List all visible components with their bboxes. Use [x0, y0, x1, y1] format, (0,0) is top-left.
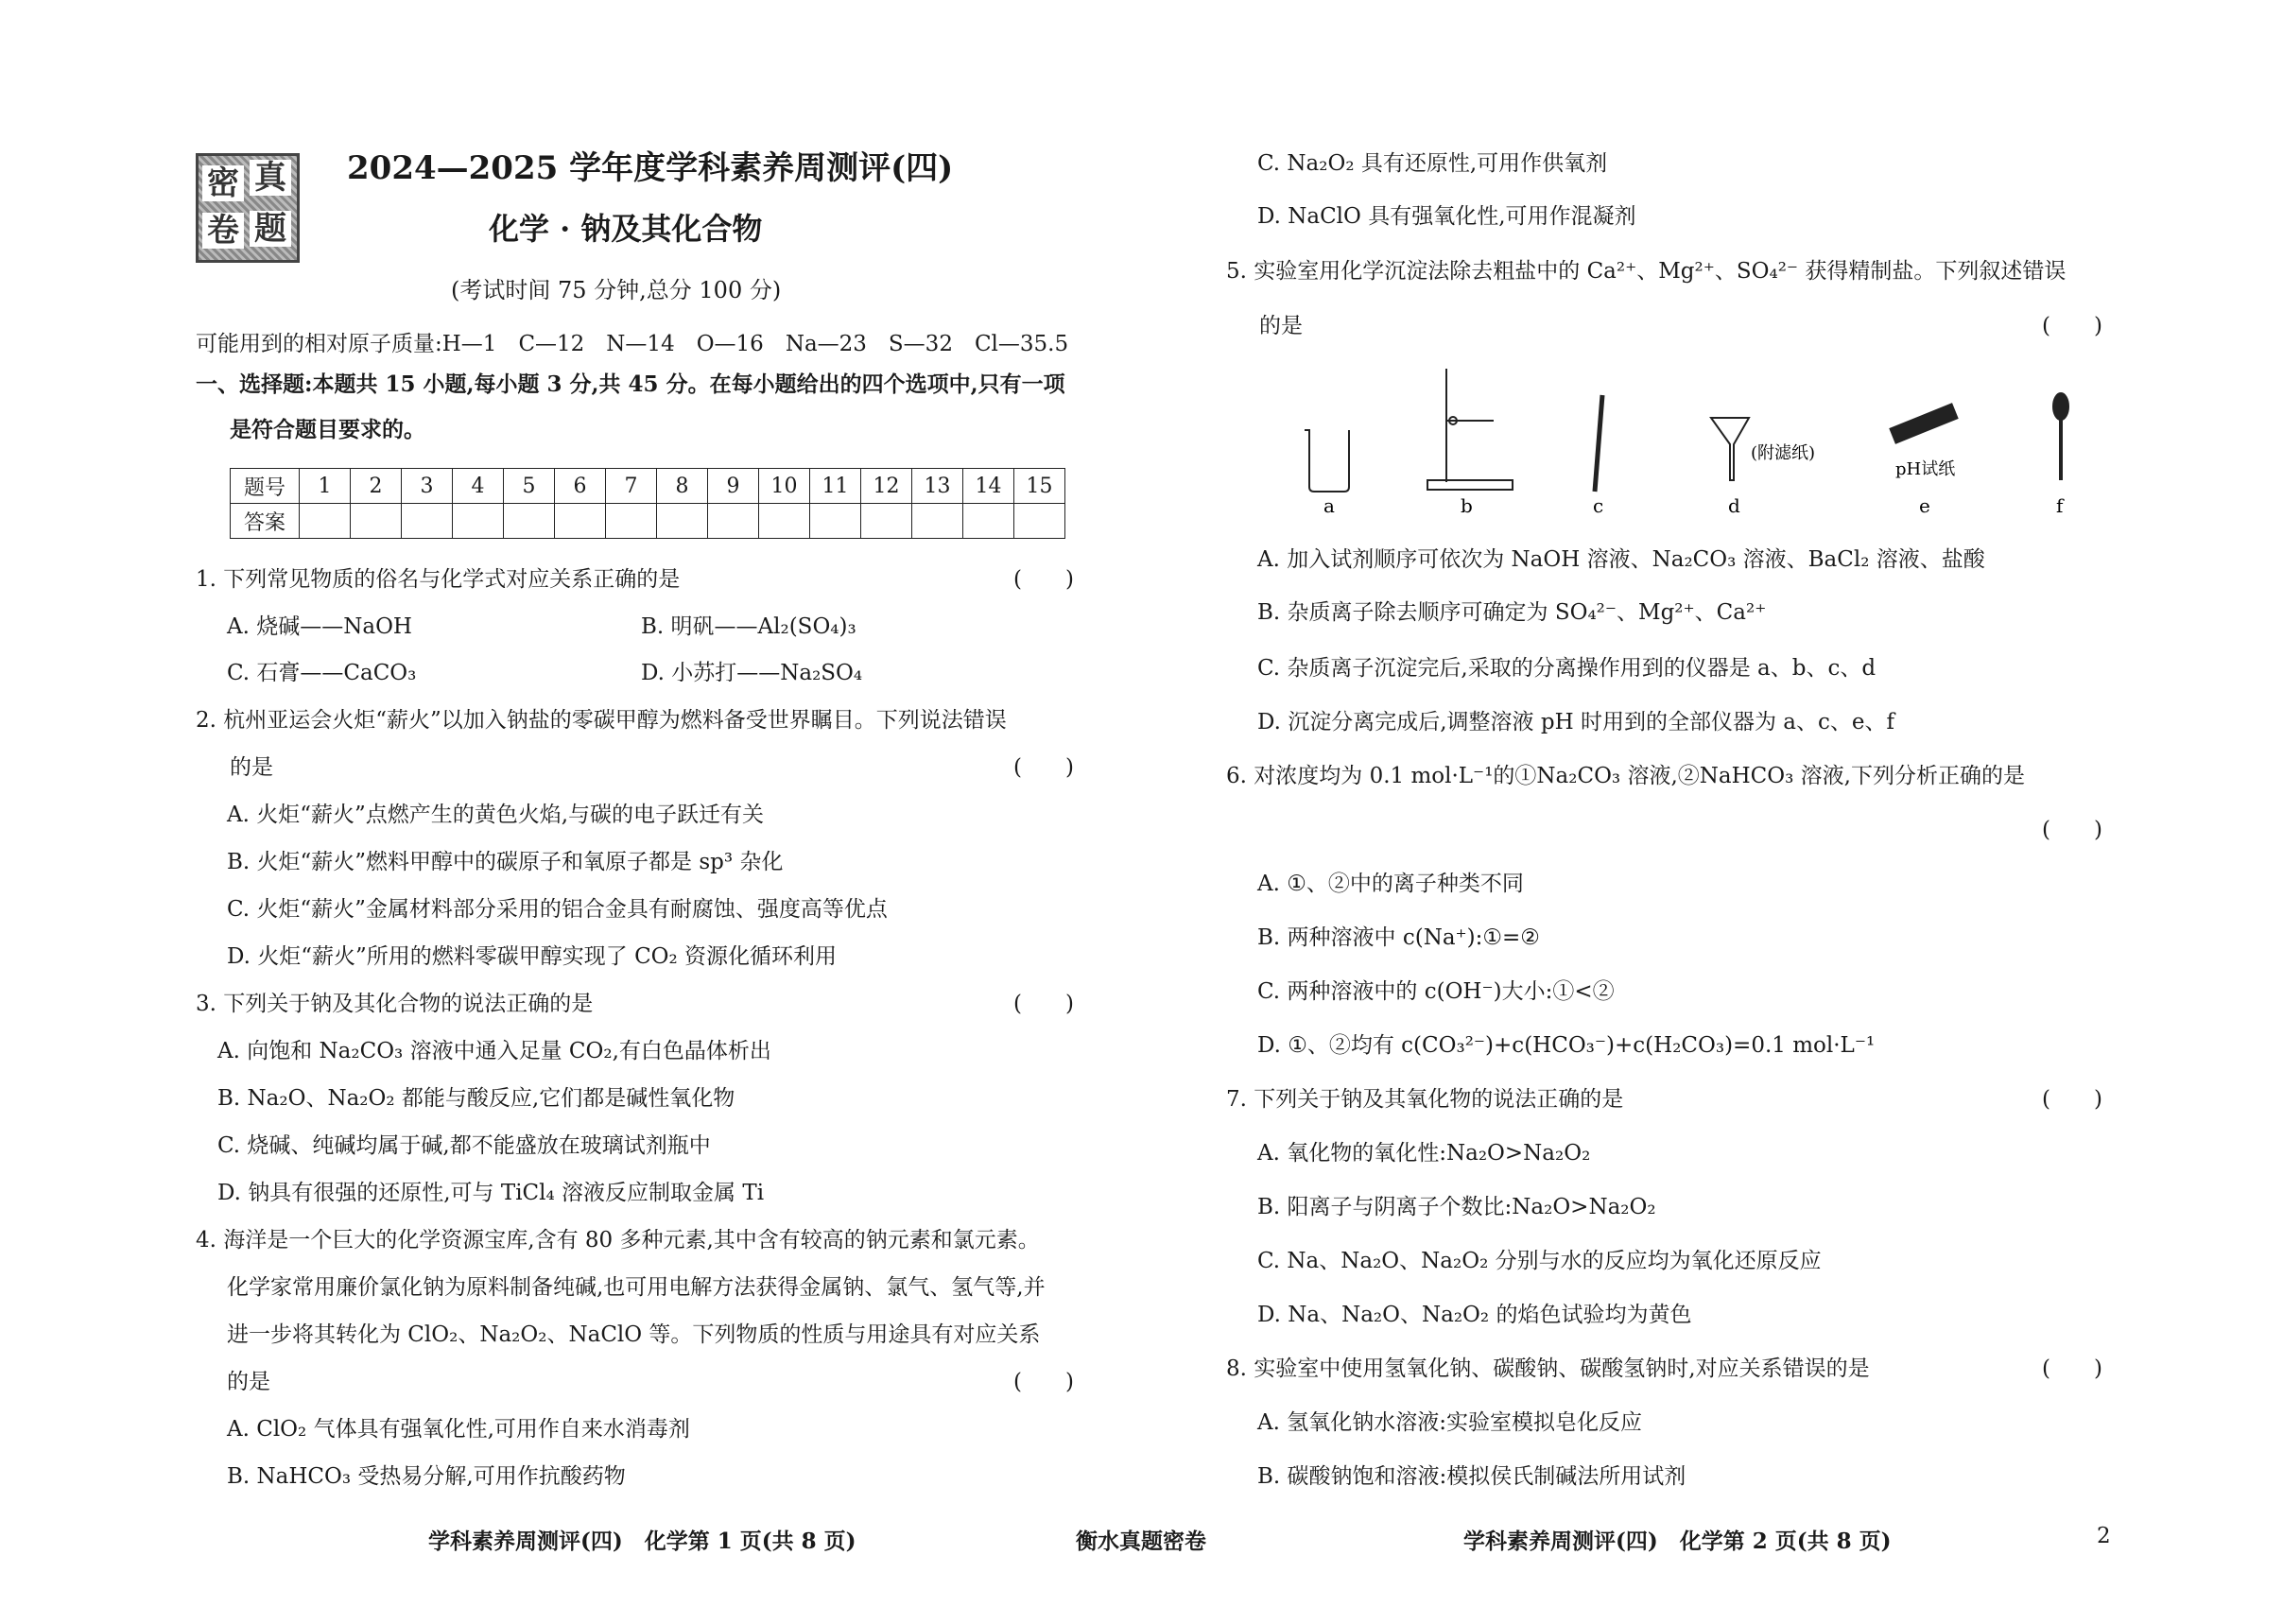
q3-option-b: B. Na₂O、Na₂O₂ 都能与酸反应,它们都是碱性氧化物 — [217, 1086, 735, 1111]
label-e: e — [1919, 494, 1930, 517]
q5-option-c: C. 杂质离子沉淀完后,采取的分离操作用到的仪器是 a、b、c、d — [1257, 656, 1877, 681]
q5-option-a: A. 加入试剂顺序可依次为 NaOH 溶液、Na₂CO₃ 溶液、BaCl₂ 溶液、盐酸 — [1257, 547, 1985, 572]
page-subtitle: 化学 · 钠及其化合物 — [489, 211, 763, 247]
question-8: 8. 实验室中使用氢氧化钠、碳酸钠、碳酸氢钠时,对应关系错误的是 — [1226, 1356, 1870, 1381]
q5-option-b: B. 杂质离子除去顺序可确定为 SO₄²⁻、Mg²⁺、Ca²⁺ — [1257, 600, 1767, 625]
answer-cell[interactable] — [963, 504, 1014, 539]
table-cell: 4 — [453, 469, 504, 504]
question-2-cont: 的是 — [230, 755, 273, 780]
label-c: c — [1593, 494, 1604, 517]
question-1: 1. 下列常见物质的俗名与化学式对应关系正确的是 — [196, 567, 681, 592]
q7-option-c: C. Na、Na₂O、Na₂O₂ 分别与水的反应均为氧化还原反应 — [1257, 1249, 1822, 1273]
answer-cell[interactable] — [606, 504, 657, 539]
exam-info: (考试时间 75 分钟,总分 100 分) — [451, 277, 782, 303]
q8-option-a: A. 氢氧化钠水溶液:实验室模拟皂化反应 — [1257, 1410, 1642, 1435]
q2-option-d: D. 火炬“薪火”所用的燃料零碳甲醇实现了 CO₂ 资源化循环利用 — [227, 944, 838, 969]
q5-option-d: D. 沉淀分离完成后,调整溶液 pH 时用到的全部仪器为 a、c、e、f — [1257, 710, 1894, 734]
q3-option-a: A. 向饱和 Na₂CO₃ 溶液中通入足量 CO₂,有白色晶体析出 — [217, 1039, 771, 1063]
logo-char-2: 真 — [250, 160, 291, 196]
q3-option-c: C. 烧碱、纯碱均属于碱,都不能盛放在玻璃试剂瓶中 — [217, 1133, 711, 1158]
table-cell: 6 — [555, 469, 606, 504]
section-heading: 一、选择题:本题共 15 小题,每小题 3 分,共 45 分。在每小题给出的四个选项中,只有一项 — [196, 371, 1065, 397]
q4-option-d: D. NaClO 具有强氧化性,可用作混凝剂 — [1257, 204, 1636, 229]
q4-option-a: A. ClO₂ 气体具有强氧化性,可用作自来水消毒剂 — [227, 1417, 690, 1442]
q6-option-d: D. ①、②均有 c(CO₃²⁻)+c(HCO₃⁻)+c(H₂CO₃)=0.1 mol·L⁻¹ — [1257, 1033, 1876, 1058]
answer-cell[interactable] — [453, 504, 504, 539]
table-cell: 9 — [708, 469, 759, 504]
beaker-icon — [1305, 430, 1349, 492]
table-cell: 2 — [351, 469, 402, 504]
table-cell: 3 — [402, 469, 453, 504]
table-cell: 8 — [657, 469, 708, 504]
table-header-cell: 题号 — [231, 469, 300, 504]
answer-blank: ( ) — [2042, 1087, 2102, 1112]
q2-option-a: A. 火炬“薪火”点燃产生的黄色火焰,与碳的电子跃迁有关 — [227, 803, 765, 827]
q1-option-c: C. 石膏——CaCO₃ — [227, 661, 417, 685]
iron-stand-icon — [1427, 369, 1513, 490]
answer-blank: ( ) — [1013, 992, 1074, 1016]
question-3: 3. 下列关于钠及其化合物的说法正确的是 — [196, 992, 594, 1016]
label-f: f — [2056, 494, 2064, 517]
answer-cell[interactable] — [759, 504, 810, 539]
answer-cell[interactable] — [504, 504, 555, 539]
answer-cell[interactable] — [657, 504, 708, 539]
answer-blank: ( ) — [1013, 1370, 1074, 1394]
question-2: 2. 杭州亚运会火炬“薪火”以加入钠盐的零碳甲醇为燃料备受世界瞩目。下列说法错误 — [196, 708, 1007, 733]
q6-option-a: A. ①、②中的离子种类不同 — [1257, 872, 1524, 896]
answer-cell[interactable] — [810, 504, 861, 539]
table-cell: 7 — [606, 469, 657, 504]
dropper-icon — [2053, 393, 2068, 480]
logo-char-1: 密 — [202, 165, 244, 201]
q2-option-c: C. 火炬“薪火”金属材料部分采用的铝合金具有耐腐蚀、强度高等优点 — [227, 897, 888, 922]
answer-blank: ( ) — [1013, 755, 1074, 780]
q3-option-d: D. 钠具有很强的还原性,可与 TiCl₄ 溶液反应制取金属 Ti — [217, 1181, 765, 1205]
question-7: 7. 下列关于钠及其氧化物的说法正确的是 — [1226, 1087, 1624, 1112]
footer-center: 衡水真题密卷 — [1076, 1529, 1206, 1554]
table-row — [231, 504, 1065, 539]
answer-cell[interactable] — [555, 504, 606, 539]
table-cell: 11 — [810, 469, 861, 504]
q6-option-c: C. 两种溶液中的 c(OH⁻)大小:①<② — [1257, 979, 1615, 1004]
table-row — [231, 469, 1065, 504]
q6-option-b: B. 两种溶液中 c(Na⁺):①=② — [1257, 925, 1540, 950]
footer-right: 学科素养周测评(四) 化学第 2 页(共 8 页) — [1463, 1529, 1892, 1554]
q1-option-b: B. 明矾——Al₂(SO₄)₃ — [641, 614, 856, 639]
answer-blank: ( ) — [2042, 818, 2102, 842]
question-4-cont: 的是 — [227, 1370, 270, 1394]
answer-cell[interactable] — [402, 504, 453, 539]
table-cell: 14 — [963, 469, 1014, 504]
answer-cell[interactable] — [351, 504, 402, 539]
logo-char-3: 卷 — [202, 213, 244, 249]
q4-option-b: B. NaHCO₃ 受热易分解,可用作抗酸药物 — [227, 1464, 626, 1489]
answer-cell[interactable] — [300, 504, 351, 539]
label-a: a — [1323, 494, 1335, 517]
ph-paper-icon — [1891, 404, 1958, 442]
q2-option-b: B. 火炬“薪火”燃料甲醇中的碳原子和氧原子都是 sp³ 杂化 — [227, 850, 784, 874]
funnel-icon — [1711, 418, 1749, 480]
label-b: b — [1461, 494, 1473, 517]
q8-option-b: B. 碳酸钠饱和溶液:模拟侯氏制碱法所用试剂 — [1257, 1464, 1686, 1489]
page-title: 2024—2025 学年度学科素养周测评(四) — [347, 149, 954, 187]
exam-logo — [196, 153, 300, 263]
atomic-masses: 可能用到的相对原子质量:H—1 C—12 N—14 O—16 Na—23 S—32 Cl—35.5 — [196, 332, 1069, 356]
answer-cell[interactable] — [1014, 504, 1065, 539]
table-cell: 5 — [504, 469, 555, 504]
table-cell: 13 — [912, 469, 963, 504]
question-6: 6. 对浓度均为 0.1 mol·L⁻¹的①Na₂CO₃ 溶液,②NaHCO₃ 溶液,下列分析正确的是 — [1226, 764, 2025, 788]
q1-option-a: A. 烧碱——NaOH — [227, 614, 412, 639]
answer-cell[interactable] — [912, 504, 963, 539]
q1-option-d: D. 小苏打——Na₂SO₄ — [641, 661, 863, 685]
lab-apparatus-figure — [1267, 359, 2099, 520]
question-4-cont: 进一步将其转化为 ClO₂、Na₂O₂、NaClO 等。下列物质的性质与用途具有对应关系 — [227, 1322, 1041, 1347]
q7-option-d: D. Na、Na₂O、Na₂O₂ 的焰色试验均为黄色 — [1257, 1303, 1692, 1327]
answer-blank: ( ) — [2042, 1356, 2102, 1381]
q4-option-c: C. Na₂O₂ 具有还原性,可用作供氧剂 — [1257, 151, 1608, 176]
label-d: d — [1728, 494, 1740, 517]
page-number: 2 — [2097, 1524, 2111, 1548]
question-4-cont: 化学家常用廉价氯化钠为原料制备纯碱,也可用电解方法获得金属钠、氯气、氢气等,并 — [227, 1275, 1046, 1300]
section-heading-cont: 是符合题目要求的。 — [230, 417, 425, 442]
question-5: 5. 实验室用化学沉淀法除去粗盐中的 Ca²⁺、Mg²⁺、SO₄²⁻ 获得精制盐。下列叙述错误 — [1226, 259, 2067, 284]
answer-blank: ( ) — [1013, 567, 1074, 592]
logo-char-4: 题 — [250, 211, 291, 247]
ph-paper-label: pH试纸 — [1895, 459, 1956, 479]
table-cell: 1 — [300, 469, 351, 504]
table-cell: 10 — [759, 469, 810, 504]
question-4: 4. 海洋是一个巨大的化学资源宝库,含有 80 多种元素,其中含有较高的钠元素和氯元素。 — [196, 1228, 1040, 1253]
table-cell: 12 — [861, 469, 912, 504]
filter-note: (附滤纸) — [1751, 443, 1816, 463]
answer-blank: ( ) — [2042, 314, 2102, 338]
table-header-cell: 答案 — [231, 504, 300, 539]
q7-option-a: A. 氧化物的氧化性:Na₂O>Na₂O₂ — [1257, 1141, 1591, 1166]
footer-left: 学科素养周测评(四) 化学第 1 页(共 8 页) — [428, 1529, 856, 1554]
question-5-cont: 的是 — [1259, 314, 1303, 338]
q7-option-b: B. 阳离子与阴离子个数比:Na₂O>Na₂O₂ — [1257, 1195, 1656, 1219]
table-cell: 15 — [1014, 469, 1065, 504]
answer-cell[interactable] — [708, 504, 759, 539]
answer-table — [230, 468, 1065, 539]
glass-rod-icon — [1595, 395, 1602, 492]
answer-cell[interactable] — [861, 504, 912, 539]
